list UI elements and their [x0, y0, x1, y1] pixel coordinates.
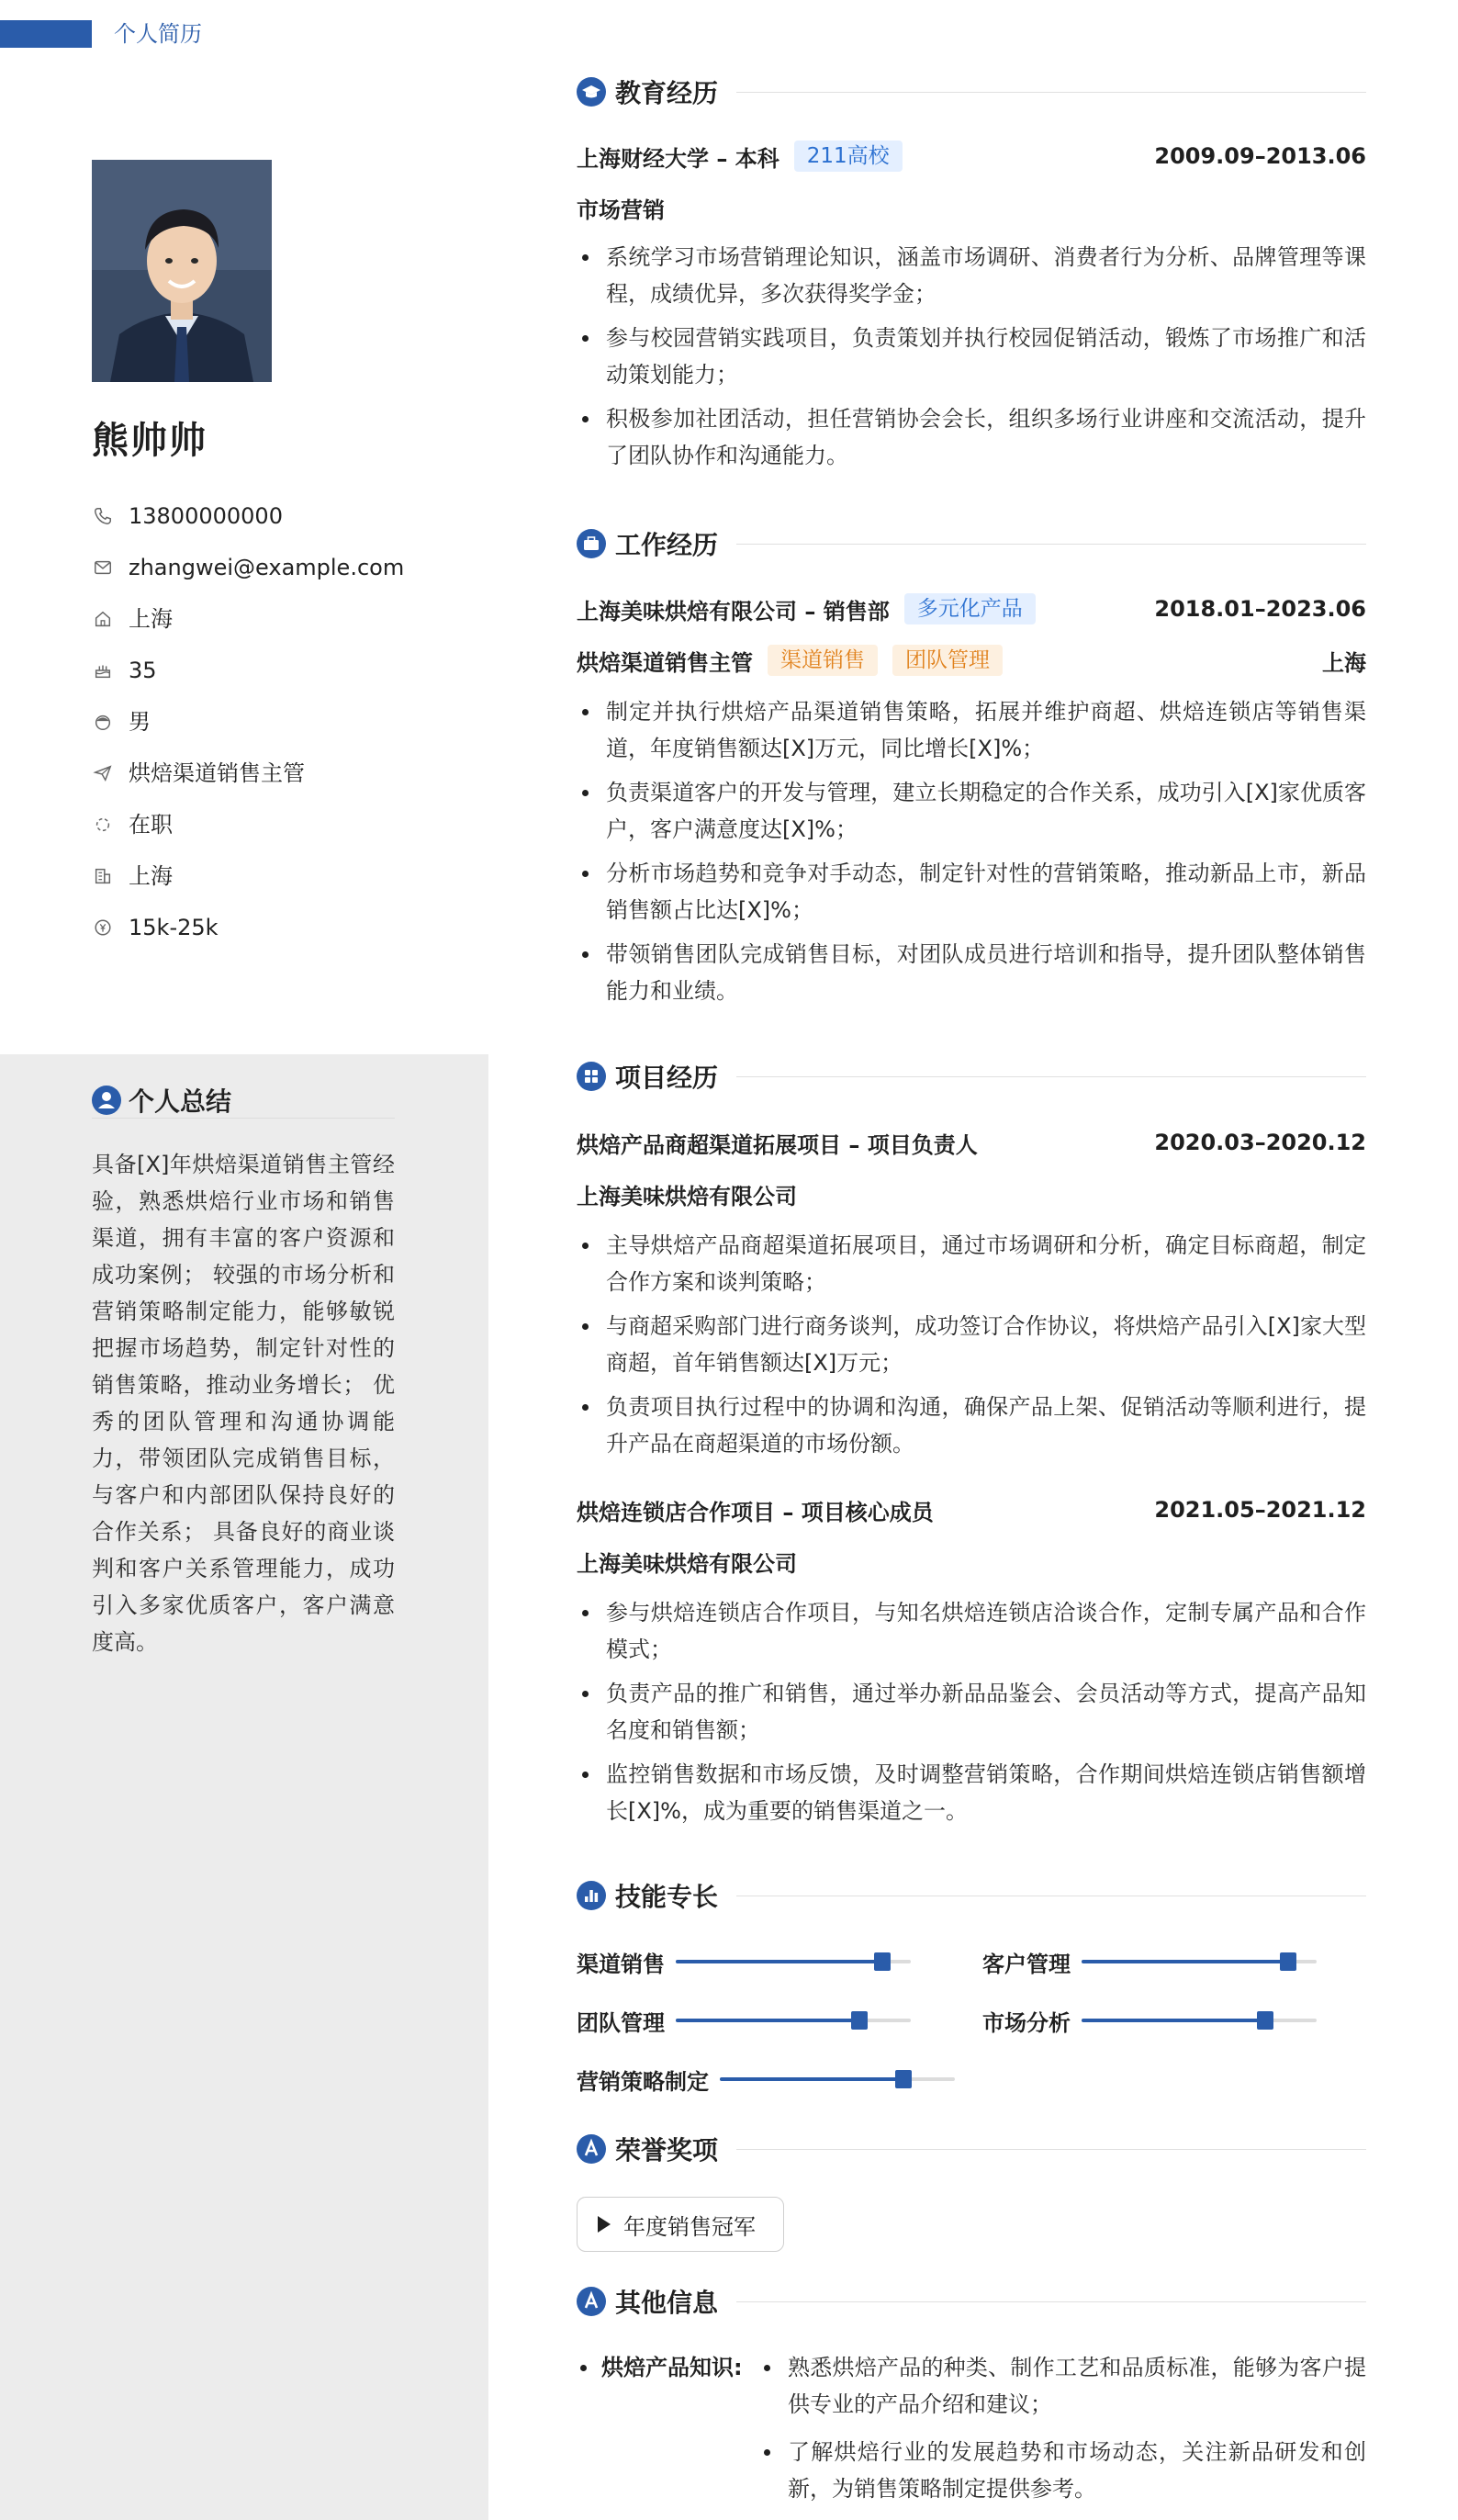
gender-icon — [92, 711, 114, 733]
skill-knob — [851, 2011, 868, 2030]
awards-title: 荣誉奖项 — [615, 2135, 719, 2166]
info-item-city — [92, 850, 477, 902]
work-date: 2018.01–2023.06 — [1154, 596, 1366, 622]
list-item: 负责渠道客户的开发与管理，建立长期稳定的合作关系，成功引入[X]家优质客户，客户满意度达[X]%； — [577, 774, 1366, 848]
skill-fill — [676, 1960, 882, 1963]
summary-heading — [92, 1082, 395, 1119]
skill-name: 客户管理 — [982, 1951, 1071, 1977]
skill-name: 营销策略制定 — [577, 2068, 709, 2095]
major-row — [577, 189, 1366, 226]
briefcase-icon — [577, 529, 606, 558]
divider — [736, 2301, 1366, 2302]
building-icon — [92, 865, 114, 887]
info-item-gender — [92, 696, 477, 748]
skill-fill — [720, 2077, 903, 2081]
info-item-position — [92, 748, 477, 799]
skill-fill — [676, 2019, 859, 2022]
info-home-text: 上海 — [129, 606, 173, 632]
other-key-label: 烘焙产品知识: — [601, 2355, 743, 2380]
position-row — [577, 642, 1366, 679]
list-item: 主导烘焙产品商超渠道拓展项目，通过市场调研和分析，确定目标商超，制定合作方案和谈判策略； — [577, 1227, 1366, 1300]
skill-name: 市场分析 — [982, 2009, 1071, 2036]
project-row — [577, 1124, 1366, 1161]
skill-track — [676, 2019, 911, 2022]
other-bullets — [758, 2349, 1366, 2518]
project-company: 上海美味烘焙有限公司 — [577, 1550, 797, 1577]
position-tag: 渠道销售 — [768, 645, 878, 676]
work-location: 上海 — [1322, 649, 1366, 676]
project-name: 烘焙产品商超渠道拓展项目 – 项目负责人 — [577, 1131, 978, 1158]
project-bullets — [577, 1594, 1366, 1837]
brand-bar — [0, 20, 92, 48]
graduation-cap-icon — [577, 77, 606, 107]
school-name: 上海财经大学 – 本科 — [577, 145, 779, 172]
list-item: 负责产品的推广和销售，通过举办新品品鉴会、会员活动等方式，提高产品知名度和销售额； — [577, 1675, 1366, 1749]
other-section-heading — [577, 2281, 1366, 2322]
info-age-text: 35 — [129, 658, 157, 683]
skill-item — [577, 2002, 911, 2039]
company-row — [577, 591, 1366, 627]
skill-knob — [1257, 2011, 1273, 2030]
skill-item — [982, 1943, 1317, 1980]
info-item-salary — [92, 902, 477, 953]
info-salary-text: 15k-25k — [129, 915, 219, 940]
grid-icon — [577, 1062, 606, 1091]
info-email-text: zhangwei@example.com — [129, 555, 405, 580]
user-icon — [92, 1086, 121, 1115]
skill-track — [1082, 2019, 1317, 2022]
position-tag: 团队管理 — [892, 645, 1003, 676]
info-city-text: 上海 — [129, 863, 173, 889]
award-icon — [577, 2134, 606, 2164]
skill-knob — [874, 1952, 891, 1971]
info-item-phone — [92, 490, 477, 542]
skill-item — [577, 2061, 955, 2098]
education-row — [577, 138, 1366, 174]
bullet-dot — [580, 2365, 587, 2371]
skill-track — [676, 1960, 911, 1963]
list-item: 了解烘焙行业的发展趋势和市场动态，关注新品研发和创新，为销售策略制定提供参考。 — [758, 2434, 1366, 2507]
project-date: 2020.03–2020.12 — [1154, 1130, 1366, 1155]
awards-section-heading — [577, 2129, 1366, 2169]
info-item-status — [92, 799, 477, 850]
divider — [736, 2149, 1366, 2150]
divider — [736, 92, 1366, 93]
education-date: 2009.09–2013.06 — [1154, 143, 1366, 169]
divider — [736, 544, 1366, 545]
company-name: 上海美味烘焙有限公司 – 销售部 — [577, 598, 890, 624]
page-title: 个人简历 — [114, 21, 202, 47]
skill-knob — [1280, 1952, 1296, 1971]
education-title: 教育经历 — [615, 78, 719, 108]
work-section-heading — [577, 523, 1366, 564]
summary-title: 个人总结 — [129, 1086, 232, 1117]
salary-icon — [92, 917, 114, 939]
work-title: 工作经历 — [615, 530, 719, 560]
project-date: 2021.05–2021.12 — [1154, 1497, 1366, 1523]
summary-text: 具备[X]年烘焙渠道销售主管经验，熟悉烘焙行业市场和销售渠道，拥有丰富的客户资源和成功案例； 较强的市场分析和营销策略制定能力，能够敏锐把握市场趋势，制定针对性的销售策略，推动业务增长； 优秀的团队管理和沟通协调能力，带领团队完成销售目标，与客户和内部团队保持良好的合作关系； 具备良好的商业谈判和客户关系管理能力，成功引入多家优质客户，客户满意度高。 — [92, 1152, 395, 1655]
skill-fill — [1082, 1960, 1288, 1963]
info-item-home — [92, 593, 477, 645]
info-gender-text: 男 — [129, 709, 151, 735]
home-icon — [92, 608, 114, 630]
project-company-row — [577, 1543, 1366, 1580]
award-label: 年度销售冠军 — [623, 2213, 756, 2240]
skill-name: 渠道销售 — [577, 1951, 665, 1977]
skills-section-heading — [577, 1875, 1366, 1916]
list-item: 制定并执行烘焙产品渠道销售策略，拓展并维护商超、烘焙连锁店等销售渠道，年度销售额达[X]万元，同比增长[X]%； — [577, 693, 1366, 767]
project-row — [577, 1491, 1366, 1528]
info-item-age — [92, 645, 477, 696]
skill-track — [720, 2077, 955, 2081]
skill-item — [982, 2002, 1317, 2039]
skill-fill — [1082, 2019, 1265, 2022]
company-tag: 多元化产品 — [904, 593, 1036, 624]
skill-item — [577, 1943, 911, 1980]
list-item: 分析市场趋势和竞争对手动态，制定针对性的营销策略，推动新品上市，新品销售额占比达[X]%； — [577, 855, 1366, 928]
position-name: 烘焙渠道销售主管 — [577, 649, 753, 676]
info-phone-text: 13800000000 — [129, 503, 283, 529]
play-icon — [598, 2216, 611, 2233]
project-company-row — [577, 1176, 1366, 1212]
list-item: 参与烘焙连锁店合作项目，与知名烘焙连锁店洽谈合作，定制专属产品和合作模式； — [577, 1594, 1366, 1668]
education-section-heading — [577, 72, 1366, 112]
projects-section-heading — [577, 1056, 1366, 1097]
skills-title: 技能专长 — [615, 1882, 719, 1912]
school-tag: 211高校 — [794, 141, 903, 172]
project-bullets — [577, 1227, 1366, 1469]
award-item-button[interactable] — [577, 2197, 784, 2252]
send-icon — [92, 762, 114, 784]
info-item-email — [92, 542, 477, 593]
list-item: 熟悉烘焙产品的种类、制作工艺和品质标准，能够为客户提供专业的产品介绍和建议； — [758, 2349, 1366, 2423]
info-position-text: 烘焙渠道销售主管 — [129, 760, 305, 786]
list-item: 与商超采购部门进行商务谈判，成功签订合作协议，将烘焙产品引入[X]家大型商超，首年销售额达[X]万元； — [577, 1308, 1366, 1381]
info-status-text: 在职 — [129, 812, 173, 838]
project-name: 烘焙连锁店合作项目 – 项目核心成员 — [577, 1499, 934, 1525]
mail-icon — [92, 557, 114, 579]
education-bullets — [577, 239, 1366, 481]
info-icon — [577, 2287, 606, 2316]
skill-track — [1082, 1960, 1317, 1963]
other-title: 其他信息 — [615, 2288, 719, 2318]
phone-icon — [92, 505, 114, 527]
contact-info-list — [92, 490, 477, 953]
profile-name: 熊帅帅 — [92, 420, 207, 462]
list-item: 带领销售团队完成销售目标，对团队成员进行培训和指导，提升团队整体销售能力和业绩。 — [577, 936, 1366, 1009]
project-company: 上海美味烘焙有限公司 — [577, 1183, 797, 1209]
list-item: 系统学习市场营销理论知识，涵盖市场调研、消费者行为分析、品牌管理等课程，成绩优异，多次获得奖学金； — [577, 239, 1366, 312]
list-item: 积极参加社团活动，担任营销协会会长，组织多场行业讲座和交流活动，提升了团队协作和沟通能力。 — [577, 400, 1366, 474]
work-bullets — [577, 693, 1366, 1017]
projects-title: 项目经历 — [615, 1063, 719, 1093]
status-icon — [92, 814, 114, 836]
skill-name: 团队管理 — [577, 2009, 665, 2036]
other-key — [577, 2349, 743, 2386]
list-item: 参与校园营销实践项目，负责策划并执行校园促销活动，锻炼了市场推广和活动策划能力； — [577, 320, 1366, 393]
chart-icon — [577, 1881, 606, 1910]
avatar — [92, 160, 272, 382]
list-item: 负责项目执行过程中的协调和沟通，确保产品上架、促销活动等顺利进行，提升产品在商超渠道的市场份额。 — [577, 1389, 1366, 1462]
skill-knob — [895, 2070, 912, 2088]
list-item: 监控销售数据和市场反馈，及时调整营销策略，合作期间烘焙连锁店销售额增长[X]%，成为重要的销售渠道之一。 — [577, 1756, 1366, 1829]
cake-icon — [92, 659, 114, 681]
divider — [736, 1076, 1366, 1077]
major-name: 市场营销 — [577, 197, 665, 223]
